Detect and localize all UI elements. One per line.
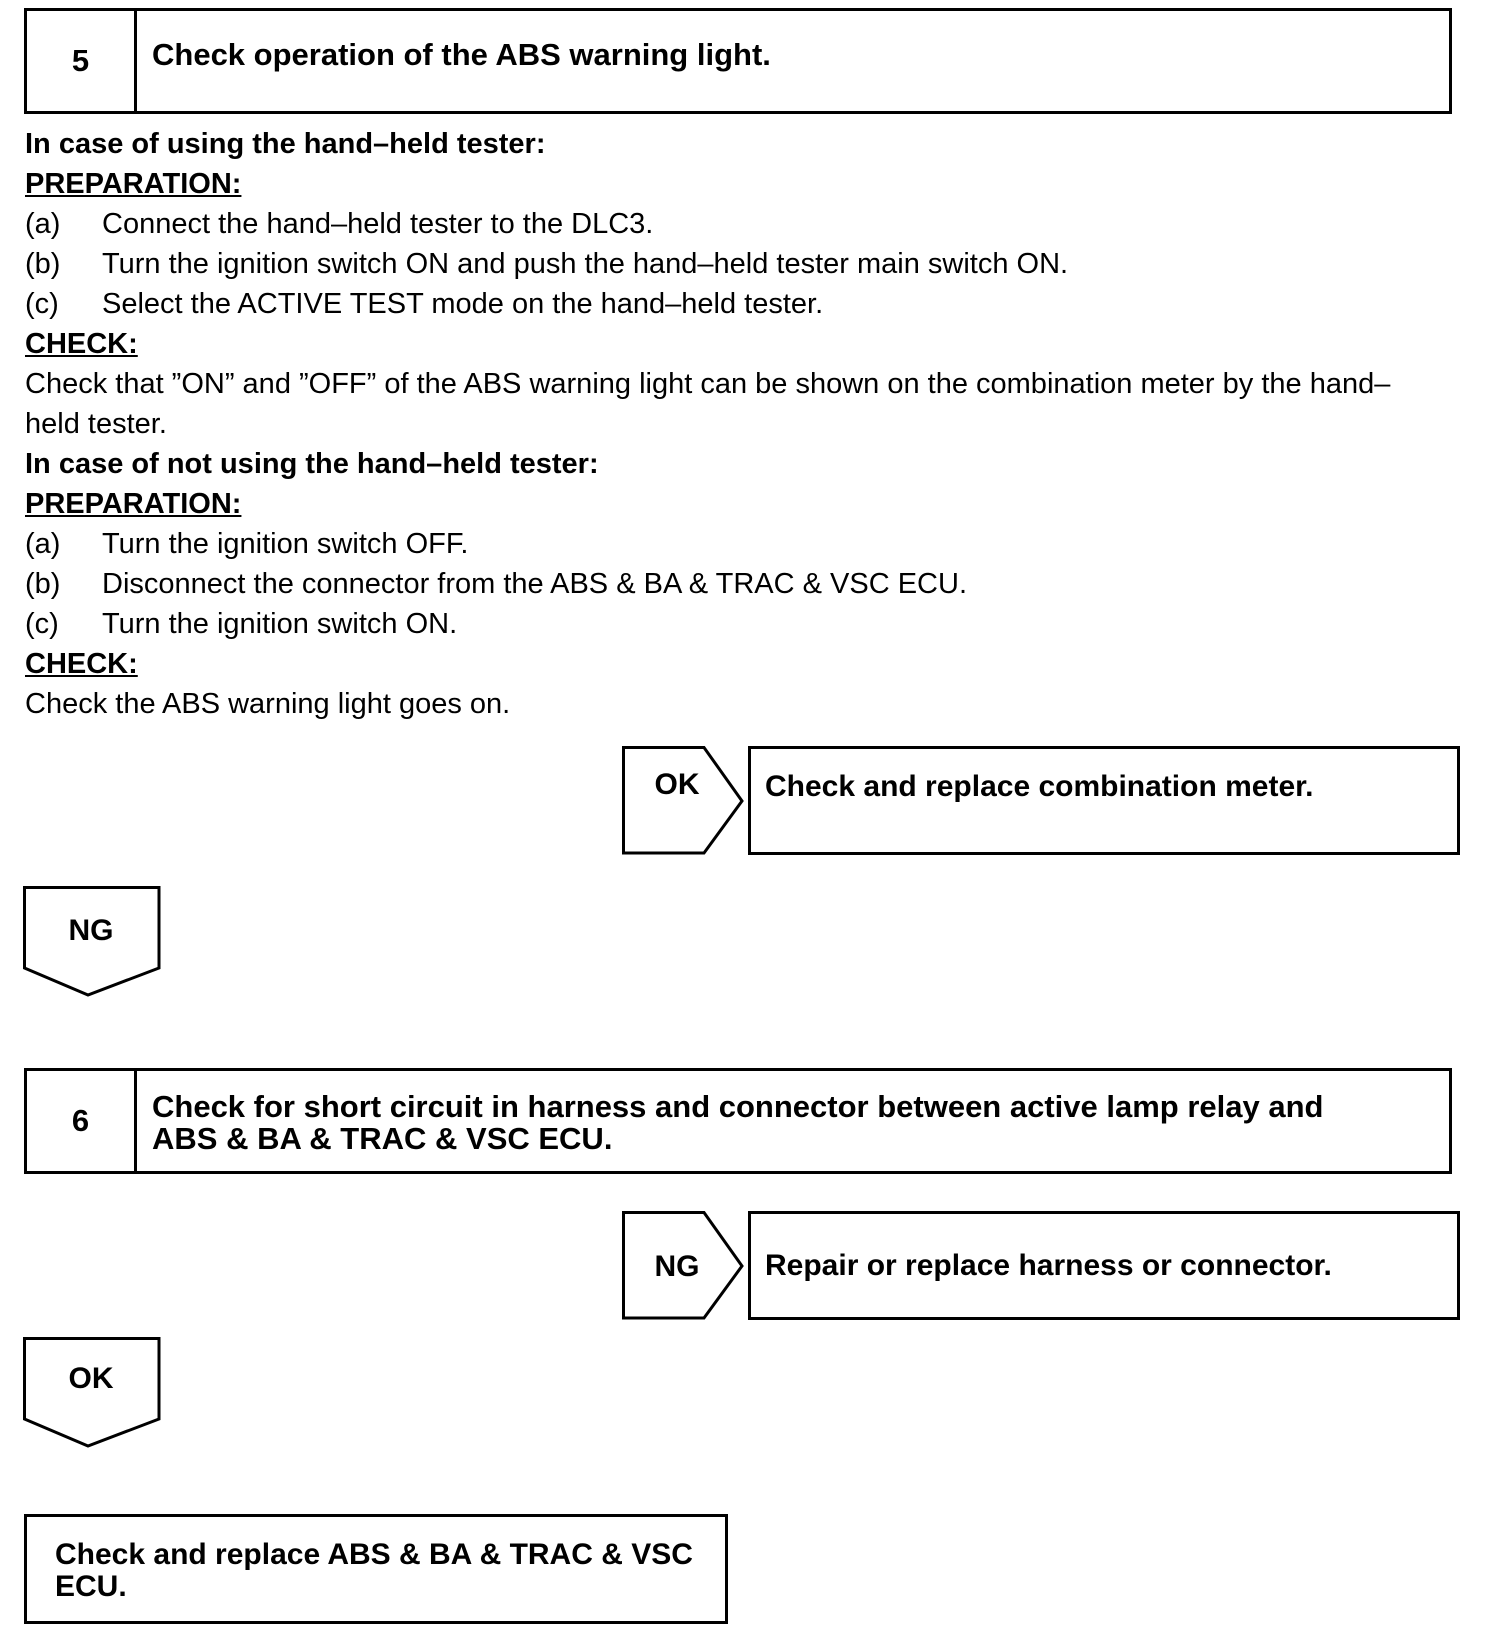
list-item-label: (b) (25, 568, 61, 600)
step-title-line: ABS & BA & TRAC & VSC ECU. (152, 1121, 613, 1156)
result-text: Repair or replace harness or connector. (765, 1249, 1332, 1282)
ok-label: OK (68, 1362, 114, 1395)
step-title (152, 1091, 1429, 1155)
check-label: CHECK: (25, 648, 138, 680)
list-item-label: (c) (25, 288, 59, 320)
list-item-text: Connect the hand–held tester to the DLC3. (102, 208, 654, 240)
section-heading-without-tester: In case of not using the hand–held tester: (25, 448, 599, 480)
step-5-box (24, 8, 1452, 114)
list-item-text: Turn the ignition switch OFF. (102, 528, 469, 560)
list-item-label: (a) (25, 208, 61, 240)
check-label: CHECK: (25, 328, 138, 360)
preparation-label: PREPARATION: (25, 488, 242, 520)
list-item-label: (c) (25, 608, 59, 640)
result-box-replace-ecu (24, 1514, 728, 1624)
list-item-text: Turn the ignition switch ON. (102, 608, 458, 640)
list-item-label: (b) (25, 248, 61, 280)
list-item-text: Select the ACTIVE TEST mode on the hand–held tester. (102, 288, 824, 320)
result-box-replace-meter (748, 746, 1460, 855)
check-text-line: Check the ABS warning light goes on. (25, 688, 511, 720)
list-item-text: Turn the ignition switch ON and push the hand–held tester main switch ON. (102, 248, 1069, 280)
list-item-text: Disconnect the connector from the ABS & BA & TRAC & VSC ECU. (102, 568, 968, 600)
step-6-box (24, 1068, 1452, 1174)
result-text (55, 1539, 713, 1603)
list-item-label: (a) (25, 528, 61, 560)
result-text: Check and replace combination meter. (765, 770, 1314, 803)
section-heading-with-tester: In case of using the hand–held tester: (25, 128, 546, 160)
preparation-label: PREPARATION: (25, 168, 242, 200)
step-title: Check operation of the ABS warning light. (152, 37, 771, 72)
ng-label: NG (68, 914, 114, 947)
check-text-line: held tester. (25, 408, 167, 440)
ng-label: NG (654, 1250, 700, 1283)
step-title-line: Check for short circuit in harness and connector between active lamp relay and (152, 1089, 1324, 1124)
check-text-line: Check that ”ON” and ”OFF” of the ABS warning light can be shown on the combination meter by the hand– (25, 368, 1391, 400)
result-text-line: ECU. (55, 1570, 127, 1603)
result-box-repair-harness (748, 1211, 1460, 1320)
step-number: 5 (27, 11, 137, 111)
ok-label: OK (654, 768, 700, 801)
ok-arrow-right-icon (622, 746, 746, 858)
step-number: 6 (27, 1071, 137, 1171)
result-text-line: Check and replace ABS & BA & TRAC & VSC (55, 1538, 693, 1571)
